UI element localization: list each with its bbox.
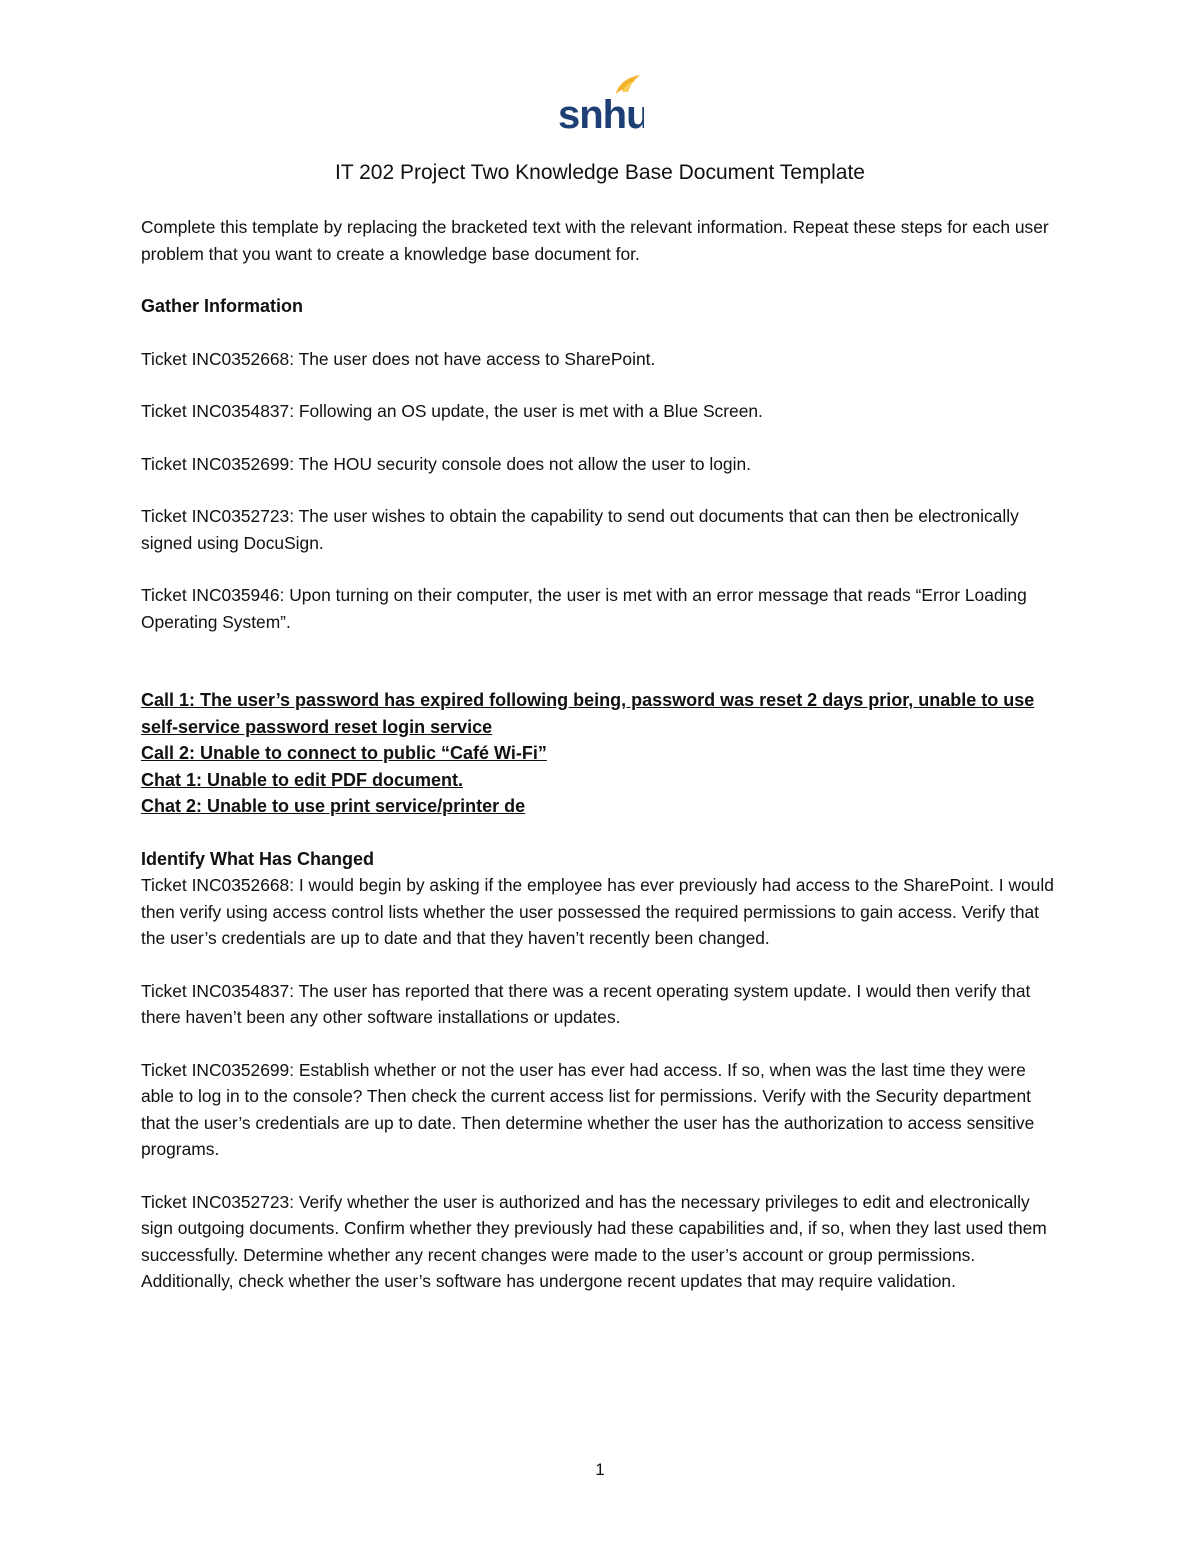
identify-paragraph-3: Ticket INC0352699: Establish whether or not the user has ever had access. If so, when was the last time they were able to log in to the console? Then check the current access list for permissions. Verify with the Security department that the user’s credentials are up to date. Then determine whether the user has the authorization to access sensitive programs.: [141, 1059, 1035, 1159]
page-number: 1: [595, 1460, 605, 1479]
page-title: IT 202 Project Two Knowledge Base Document Template: [335, 161, 865, 184]
chat-1: Chat 1: Unable to edit PDF document.: [141, 769, 464, 790]
snhu-logo: [558, 72, 644, 134]
gather-ticket-1: Ticket INC0352668: The user does not have access to SharePoint.: [141, 348, 656, 369]
call-2: Call 2: Unable to connect to public “Café Wi-Fi”: [141, 743, 547, 763]
gather-ticket-2: Ticket INC0354837: Following an OS update, the user is met with a Blue Screen.: [141, 401, 763, 421]
gather-heading: Gather Information: [141, 296, 304, 316]
gather-ticket-4: Ticket INC0352723: The user wishes to obtain the capability to send out documents that can then be electronically signed using DocuSign.: [141, 506, 1019, 553]
logo-text: snhu: [558, 93, 644, 134]
document-body: [141, 214, 1056, 1295]
chat-2: Chat 2: Unable to use print service/printer de: [141, 796, 526, 816]
identify-paragraph-4: Ticket INC0352723: Verify whether the user is authorized and has the necessary privileges to edit and electronically sign outgoing documents. Confirm whether they previously had these capabilities and, if so, when they last used them successfully. Determine whether any recent changes were made to the user’s account or group permissions. Additionally, check whether the user’s software has undergone recent updates that may require validation.: [141, 1191, 1047, 1291]
identify-paragraph-1: Ticket INC0352668: I would begin by asking if the employee has ever previously had access to the SharePoint. I would then verify using access control lists whether the user possessed the required permissions to gain access. Verify that the user’s credentials are up to date and that they haven’t recently been changed.: [141, 875, 1054, 948]
intro-paragraph: Complete this template by replacing the bracketed text with the relevant information. Repeat these steps for each user problem that you want to create a knowledge base document for.: [141, 217, 1049, 264]
identify-heading: Identify What Has Changed: [141, 848, 375, 869]
call-1: Call 1: The user’s password has expired following being, password was reset 2 days prior, unable to use self-service password reset login service: [141, 690, 1035, 737]
gather-ticket-3: Ticket INC0352699: The HOU security console does not allow the user to login.: [141, 453, 751, 474]
snhu-logo-icon: [558, 72, 644, 134]
identify-paragraph-2: Ticket INC0354837: The user has reported that there was a recent operating system update. I would then verify that there haven’t been any other software installations or updates.: [141, 980, 1031, 1027]
gather-ticket-5: Ticket INC035946: Upon turning on their computer, the user is met with an error message that reads “Error Loading Operating System”.: [141, 585, 1027, 632]
